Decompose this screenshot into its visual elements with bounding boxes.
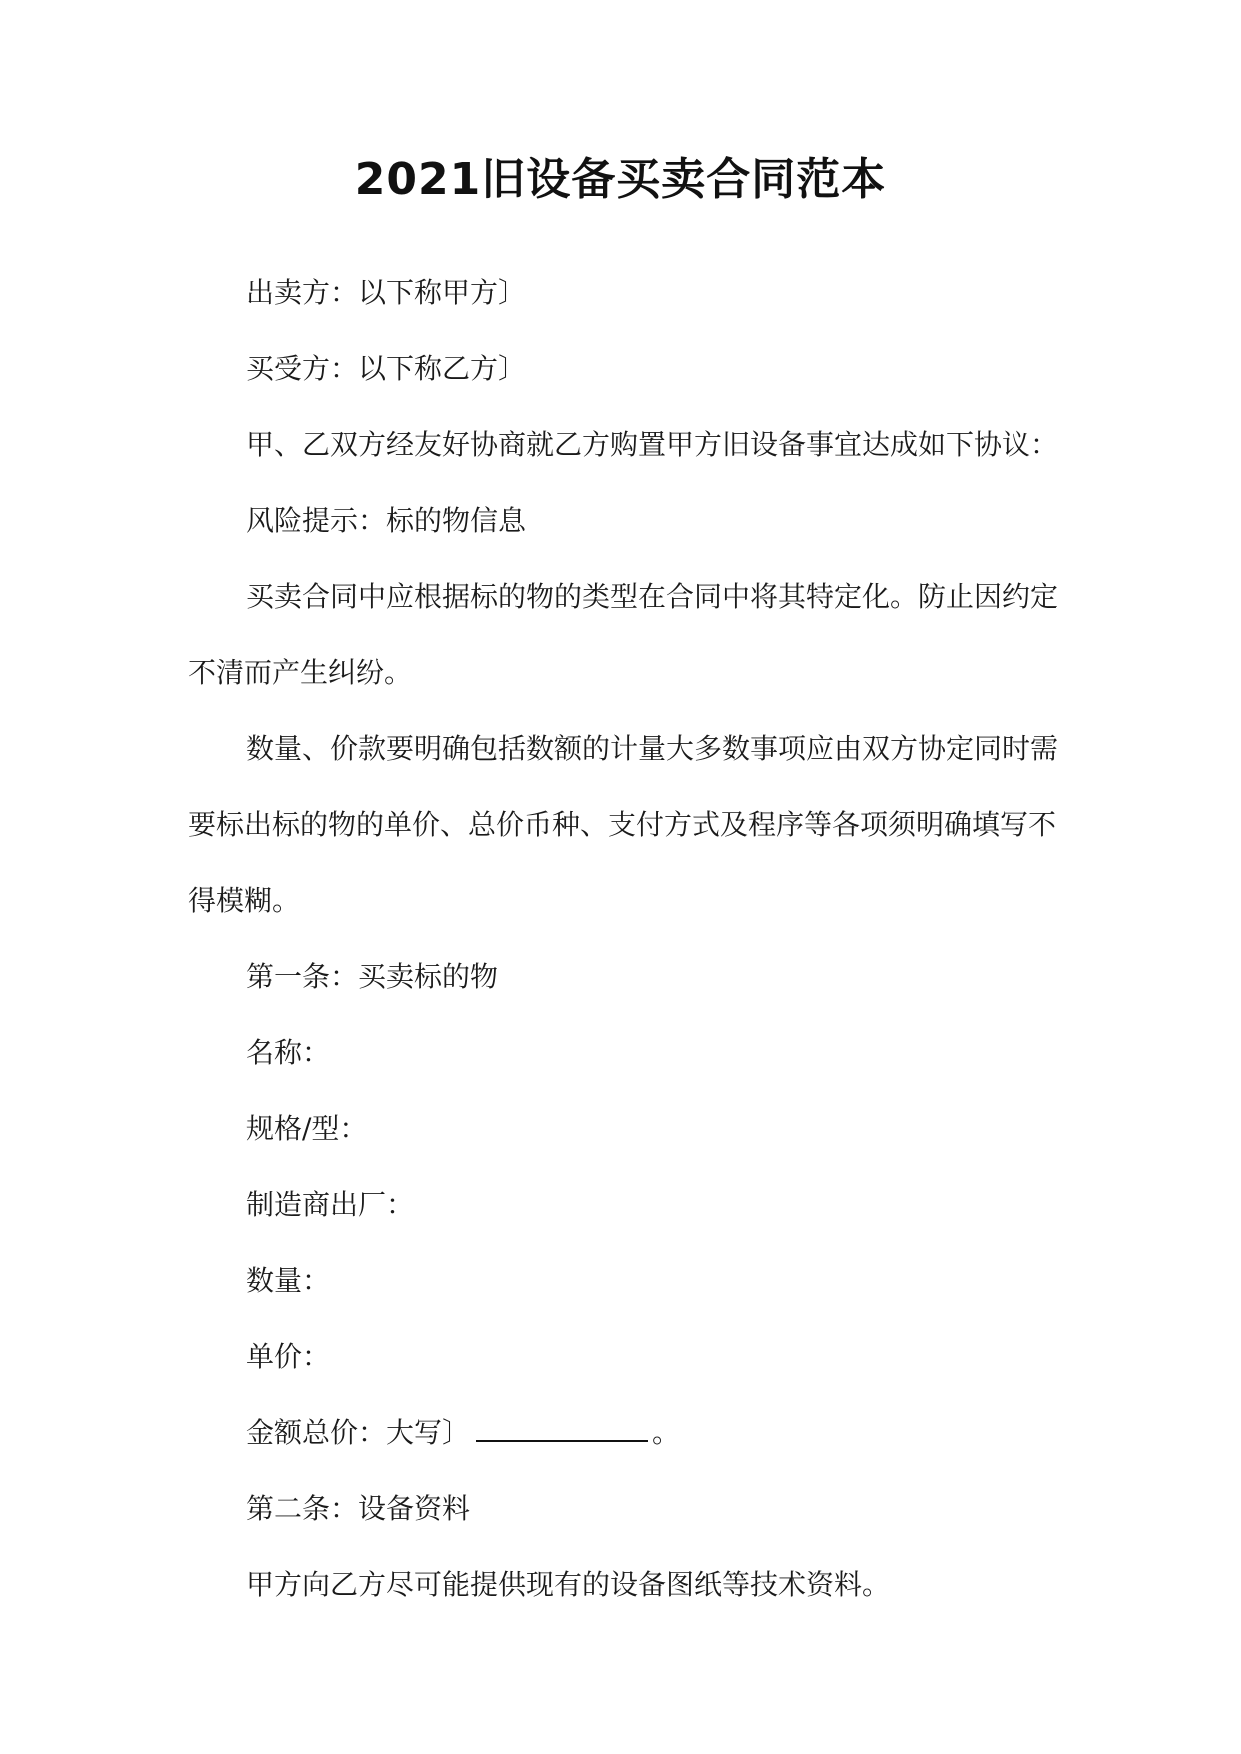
article-1-heading: 第一条：买卖标的物: [246, 960, 499, 993]
total-amount-line: [188, 1395, 1058, 1471]
agreement-intro: 甲、乙双方经友好协商就乙方购置甲方旧设备事宜达成如下协议：: [246, 428, 1059, 461]
risk-paragraph-2: 数量、价款要明确包括数额的计量大多数事项应由双方协定同时需要标出标的物的单价、总价币种、支付方式及程序等各项须明确填写不得模糊。: [188, 732, 1059, 917]
total-amount-blank: [476, 1418, 648, 1442]
document-body: [188, 255, 1058, 1623]
total-amount-label: 金额总价：大写〕: [246, 1416, 471, 1449]
total-amount-period: 。: [652, 1416, 681, 1449]
name-field: 名称：: [246, 1036, 331, 1069]
manufacturer-field: 制造商出厂：: [246, 1188, 415, 1221]
buyer-line: 买受方：以下称乙方〕: [246, 352, 527, 385]
risk-paragraph-1: 买卖合同中应根据标的物的类型在合同中将其特定化。防止因约定不清而产生纠纷。: [188, 580, 1059, 689]
risk-heading: 风险提示：标的物信息: [246, 504, 527, 537]
quantity-field: 数量：: [246, 1264, 331, 1297]
document-title: 2021旧设备买卖合同范本: [354, 154, 887, 205]
article-2-heading: 第二条：设备资料: [246, 1492, 471, 1525]
seller-line: 出卖方：以下称甲方〕: [246, 276, 527, 309]
article-2-text: 甲方向乙方尽可能提供现有的设备图纸等技术资料。: [246, 1568, 891, 1601]
spec-field: 规格/型：: [246, 1112, 368, 1145]
unit-price-field: 单价：: [246, 1340, 331, 1373]
